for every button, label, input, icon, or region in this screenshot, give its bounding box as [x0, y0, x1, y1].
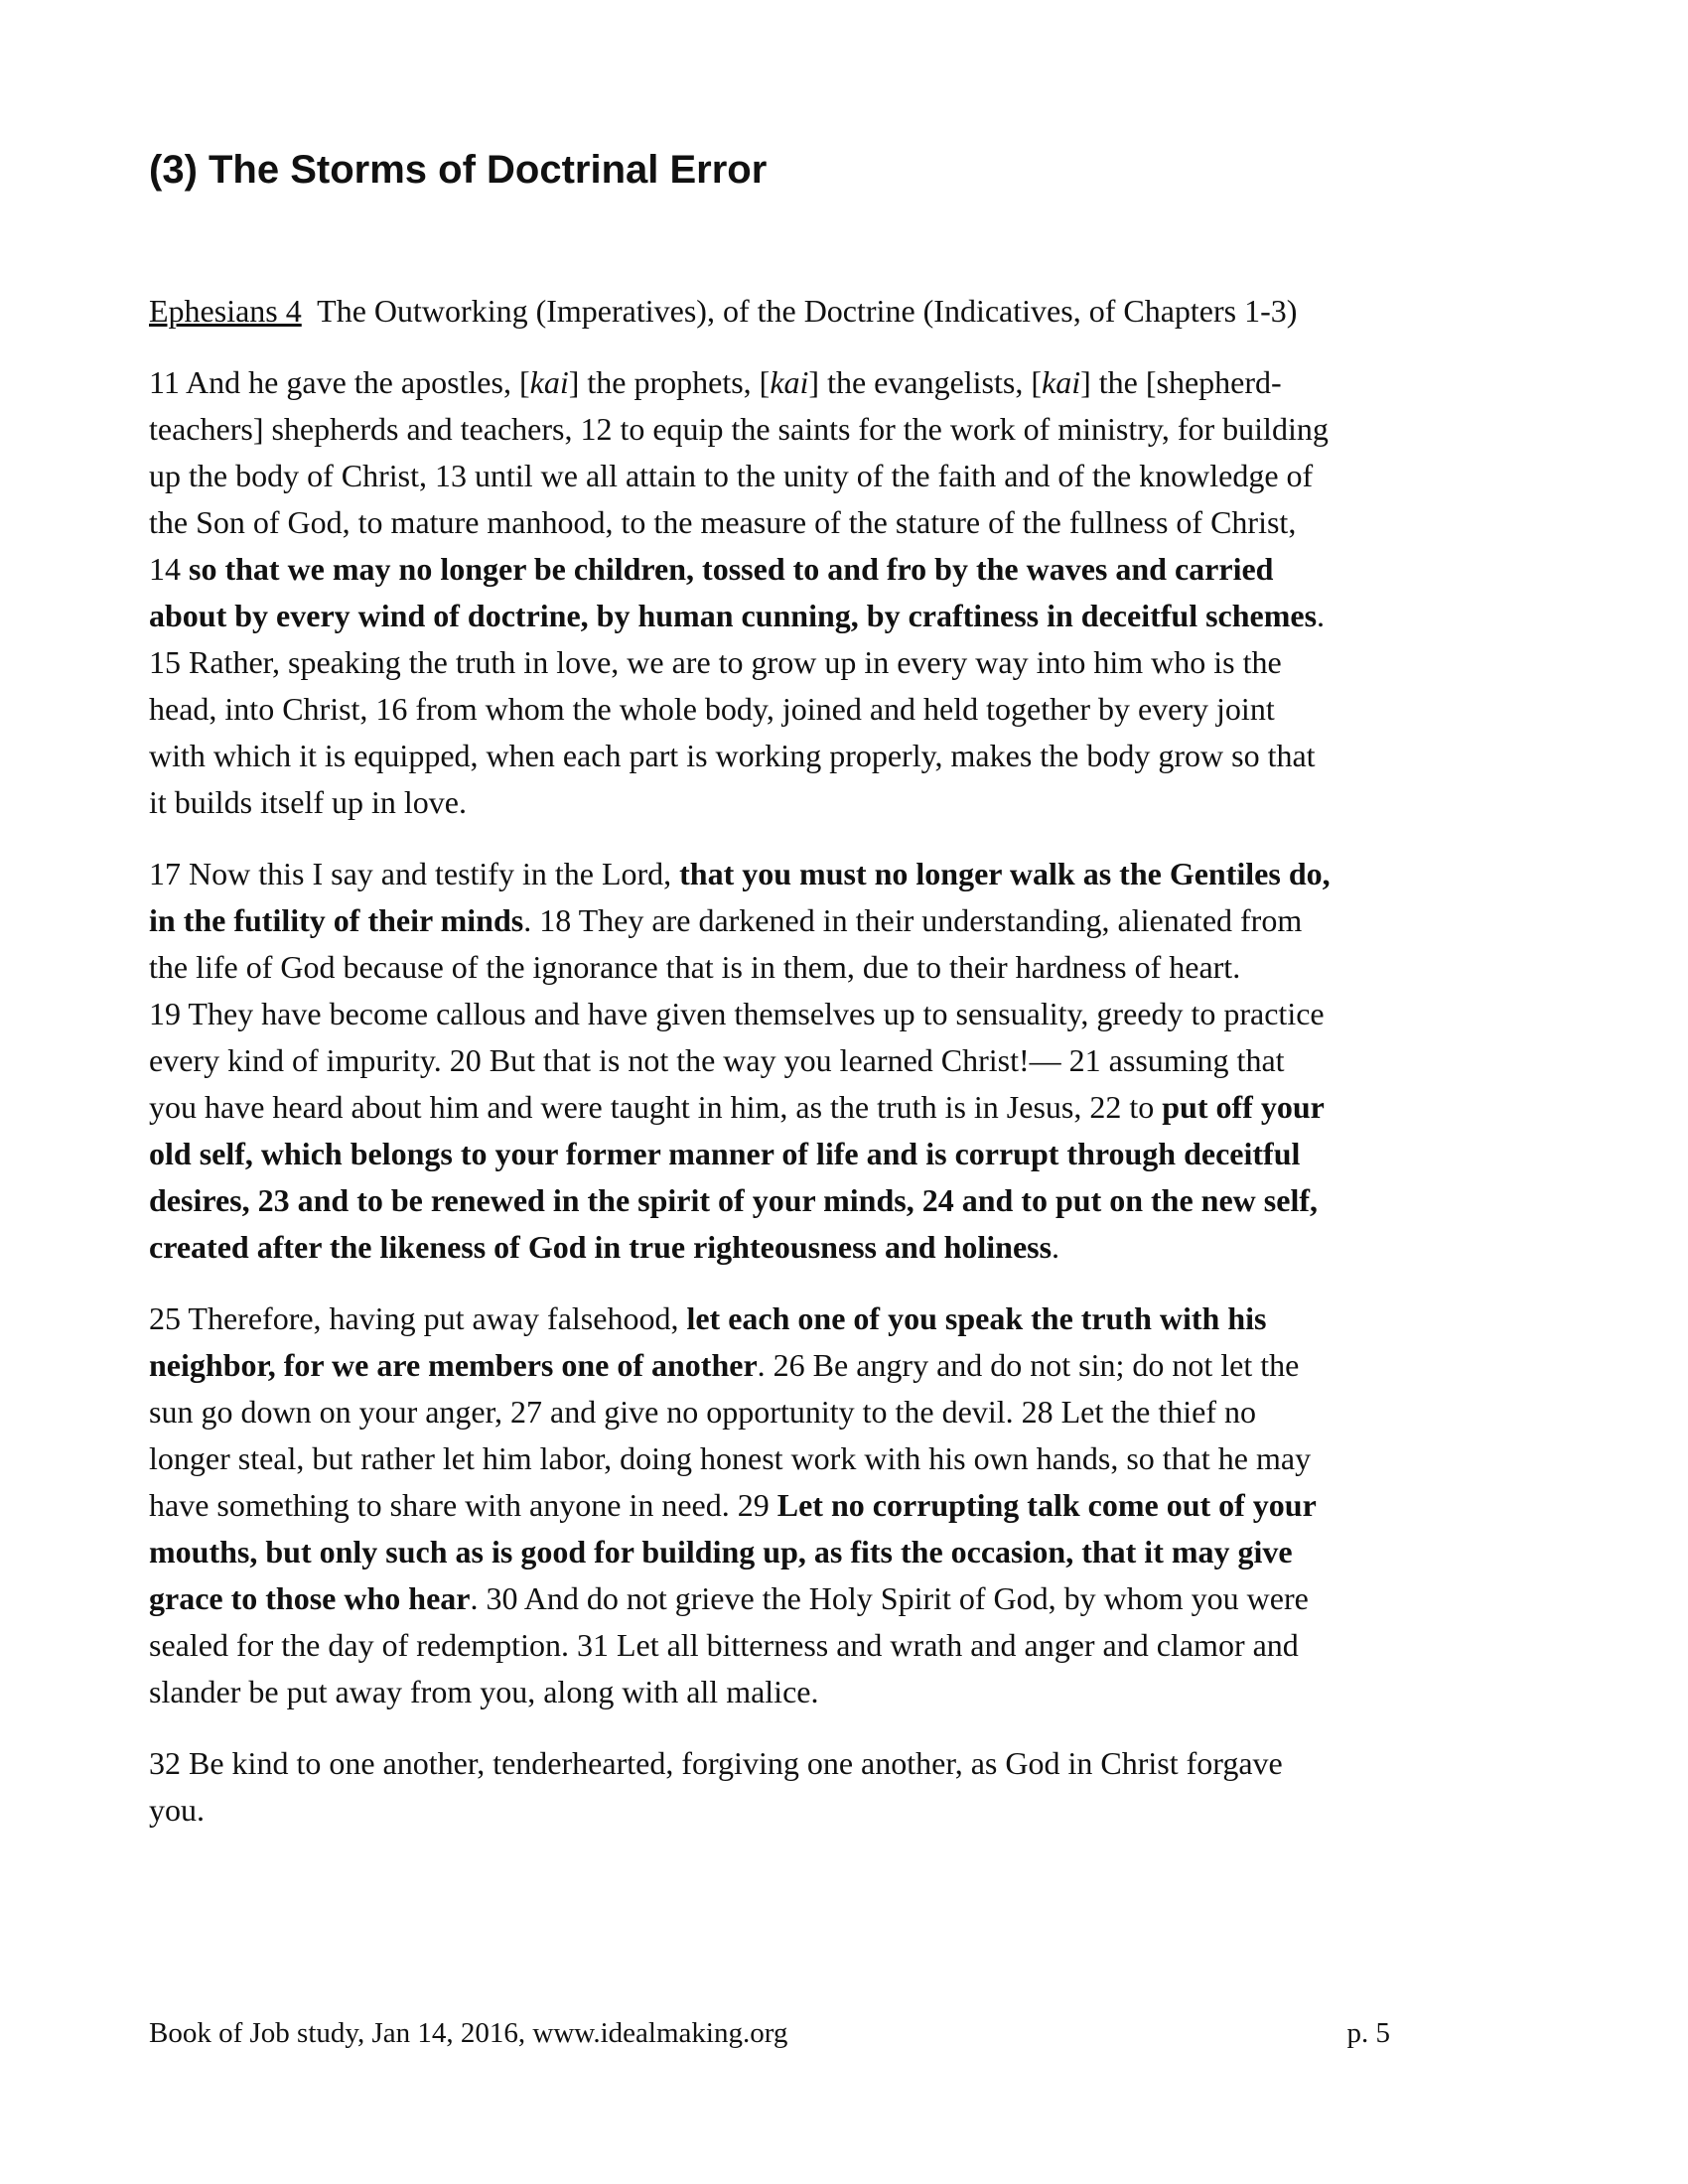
- text-segment: ] the prophets, [: [568, 364, 771, 400]
- text-segment: the life of God because of the ignorance that is in them, due to their hardness of heart.: [149, 949, 1241, 985]
- verse-paragraph: [149, 851, 1539, 1271]
- text-line: [149, 1669, 1539, 1715]
- page-title: (3) The Storms of Doctrinal Error: [149, 148, 768, 192]
- text-segment: ] the evangelists, [: [808, 364, 1042, 400]
- text-segment: . 26 Be angry and do not sin; do not let the: [757, 1347, 1300, 1383]
- text-line: [149, 1622, 1539, 1669]
- text-line: [149, 1131, 1539, 1177]
- text-line: [149, 1037, 1539, 1084]
- text-segment: . 18 They are darkened in their understanding, alienated from: [523, 902, 1303, 938]
- bold-segment: so that we may no longer be children, tossed to and fro by the waves and carried: [189, 551, 1274, 587]
- text-line: [149, 851, 1539, 897]
- bold-segment: in the futility of their minds: [149, 902, 524, 938]
- bold-segment: that you must no longer walk as the Gentiles do,: [679, 856, 1331, 891]
- text-segment: 15 Rather, speaking the truth in love, we are to grow up in every way into him who is the: [149, 644, 1282, 680]
- italic-segment: kai: [770, 364, 809, 400]
- scripture-body: [149, 288, 1539, 1858]
- text-line: [149, 686, 1539, 733]
- text-line: [149, 499, 1539, 546]
- scripture-reference: Ephesians 4: [149, 293, 302, 329]
- intro-line: [149, 288, 1539, 335]
- bold-segment: neighbor, for we are members one of another: [149, 1347, 758, 1383]
- text-segment: 11 And he gave the apostles, [: [149, 364, 530, 400]
- text-line: [149, 1224, 1539, 1271]
- verse-paragraphs: [149, 359, 1539, 1834]
- text-line: [149, 453, 1539, 499]
- intro-description: The Outworking (Imperatives), of the Doctrine (Indicatives, of Chapters 1-3): [317, 293, 1298, 329]
- text-line: [149, 593, 1539, 639]
- bold-segment: about by every wind of doctrine, by human cunning, by craftiness in deceitful schemes: [149, 598, 1318, 633]
- bold-segment: created after the likeness of God in true righteousness and holiness: [149, 1229, 1053, 1265]
- text-segment: have something to share with anyone in need. 29: [149, 1487, 777, 1523]
- text-segment: 32 Be kind to one another, tenderhearted, forgiving one another, as God in Christ forgave: [149, 1745, 1283, 1781]
- text-line: [149, 406, 1539, 453]
- text-line: [149, 944, 1539, 991]
- text-segment: you.: [149, 1792, 205, 1828]
- bold-segment: let each one of you speak the truth with his: [686, 1300, 1267, 1336]
- text-segment: slander be put away from you, along with all malice.: [149, 1674, 819, 1709]
- text-segment: teachers] shepherds and teachers, 12 to equip the saints for the work of ministry, for building: [149, 411, 1329, 447]
- text-segment: every kind of impurity. 20 But that is not the way you learned Christ!— 21 assuming that: [149, 1042, 1285, 1078]
- text-line: [149, 1296, 1539, 1342]
- text-segment: 19 They have become callous and have given themselves up to sensuality, greedy to practice: [149, 996, 1325, 1031]
- text-segment: ] the [shepherd-: [1080, 364, 1282, 400]
- text-segment: with which it is equipped, when each part is working properly, makes the body grow so that: [149, 738, 1316, 773]
- text-line: [149, 1435, 1539, 1482]
- footer-source: Book of Job study, Jan 14, 2016, www.idealmaking.org: [149, 2017, 788, 2049]
- verse-paragraph: [149, 359, 1539, 826]
- text-line: [149, 991, 1539, 1037]
- text-line: [149, 1529, 1539, 1575]
- page-footer: [149, 2015, 1390, 2051]
- text-segment: sealed for the day of redemption. 31 Let all bitterness and wrath and anger and clamor and: [149, 1627, 1299, 1663]
- text-line: [149, 1177, 1539, 1224]
- text-line: [149, 733, 1539, 779]
- text-line: [149, 1084, 1539, 1131]
- text-segment: .: [1052, 1229, 1060, 1265]
- text-segment: sun go down on your anger, 27 and give no opportunity to the devil. 28 Let the thief no: [149, 1394, 1256, 1430]
- text-segment: . 30 And do not grieve the Holy Spirit of God, by whom you were: [470, 1580, 1309, 1616]
- bold-segment: mouths, but only such as is good for building up, as fits the occasion, that it may give: [149, 1534, 1293, 1570]
- text-segment: longer steal, but rather let him labor, doing honest work with his own hands, so that he may: [149, 1440, 1312, 1476]
- bold-segment: old self, which belongs to your former manner of life and is corrupt through deceitful: [149, 1136, 1301, 1171]
- text-line: [149, 546, 1539, 593]
- verse-paragraph: [149, 1296, 1539, 1715]
- text-line: [149, 1482, 1539, 1529]
- italic-segment: kai: [529, 364, 569, 400]
- text-segment: 25 Therefore, having put away falsehood,: [149, 1300, 687, 1336]
- text-segment: head, into Christ, 16 from whom the whole body, joined and held together by every joint: [149, 691, 1275, 727]
- text-segment: .: [1317, 598, 1326, 633]
- text-line: [149, 1740, 1539, 1787]
- text-segment: it builds itself up in love.: [149, 784, 467, 820]
- page-number: p. 5: [1346, 2017, 1390, 2049]
- text-line: [149, 1342, 1539, 1389]
- text-segment: 14: [149, 551, 189, 587]
- text-line: [149, 1787, 1539, 1834]
- bold-segment: put off your: [1162, 1089, 1325, 1125]
- text-line: [149, 897, 1539, 944]
- bold-segment: desires, 23 and to be renewed in the spirit of your minds, 24 and to put on the new self,: [149, 1182, 1318, 1218]
- text-segment: the Son of God, to mature manhood, to the measure of the stature of the fullness of Christ,: [149, 504, 1297, 540]
- bold-segment: Let no corrupting talk come out of your: [776, 1487, 1317, 1523]
- text-line: [149, 779, 1539, 826]
- italic-segment: kai: [1042, 364, 1081, 400]
- verse-paragraph: [149, 1740, 1539, 1834]
- text-line: [149, 639, 1539, 686]
- bold-segment: grace to those who hear: [149, 1580, 471, 1616]
- text-line: [149, 1575, 1539, 1622]
- text-segment: 17 Now this I say and testify in the Lord,: [149, 856, 680, 891]
- text-segment: you have heard about him and were taught in him, as the truth is in Jesus, 22 to: [149, 1089, 1163, 1125]
- text-segment: up the body of Christ, 13 until we all attain to the unity of the faith and of the knowledge of: [149, 458, 1314, 493]
- text-line: [149, 359, 1539, 406]
- text-line: [149, 1389, 1539, 1435]
